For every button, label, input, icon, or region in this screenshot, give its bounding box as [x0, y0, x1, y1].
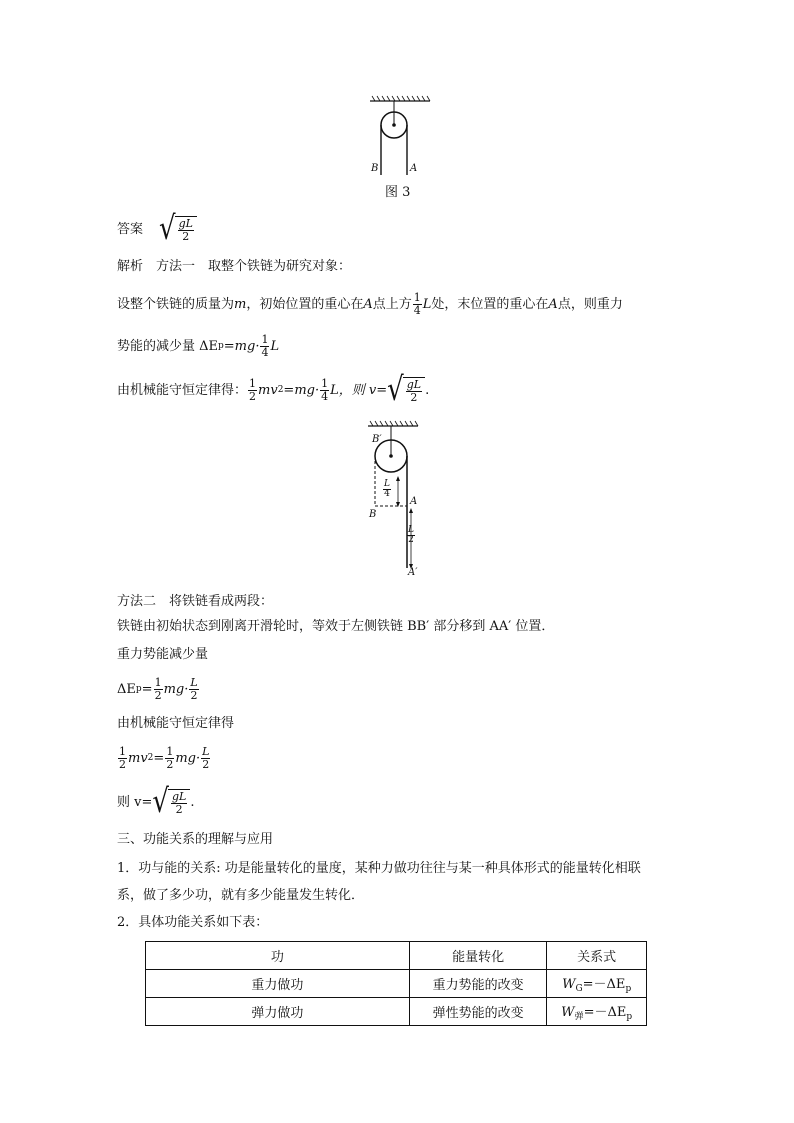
analysis-line-3: 由机械能守恒定律得： $\frac{1}{2}$ mv 2 =mg· $\frac{1}{4}$ L，则 v= √ $\frac{gL}{2}$ .: [117, 371, 430, 409]
work-energy-table: [145, 941, 647, 1026]
ceiling-hatch: [372, 96, 430, 101]
analysis-line-2: 势能的减少量 ΔE p =mg· $\frac{1}{4}$ L: [117, 332, 280, 359]
table-cell-relation: $W_G=-\Delta E_p$: [547, 970, 647, 998]
method-2-line-1: 铁链由初始状态到刚离开滑轮时，等效于左侧铁链 BB′ 部分移到 AA′ 位置．: [117, 619, 555, 634]
analysis-line-1: 设整个铁链的质量为 m ，初始位置的重心在 A 点上方 $\frac{1}{4}$ L 处，末位置的重心在 A 点，则重力: [117, 290, 623, 317]
analysis-heading: 解析 方法一 取整个铁链为研究对象：: [117, 259, 352, 274]
pulley-axle: [392, 123, 396, 127]
table-row: [146, 998, 647, 1026]
method-2-line-3: 由机械能守恒定律得: [117, 716, 235, 731]
label-l-over-4: $\frac{L}{4}$: [384, 479, 390, 500]
method-2-equation-1: ΔE p = $\frac{1}{2}$ mg· $\frac{L}{2}$: [117, 675, 198, 702]
label-b-2: B: [369, 509, 377, 520]
table-header-work: 功: [146, 942, 410, 970]
method-2-equation-3: 则 v= √ $\frac{gL}{2}$ .: [117, 783, 195, 821]
table-cell-energy: 重力势能的改变: [409, 970, 546, 998]
table-row: [146, 970, 647, 998]
table-cell-energy: 弹性势能的改变: [409, 998, 546, 1026]
table-cell-relation: $W_弹=-\Delta E_p$: [547, 998, 647, 1026]
figure-3-label-b: B: [371, 163, 379, 174]
figure-3-caption: 图 3: [385, 185, 411, 200]
section-3-item-1-line-2: 系，做了多少功，就有多少能量发生转化．: [117, 888, 365, 903]
section-3-heading: 三、功能关系的理解与应用: [117, 832, 274, 847]
label-l-over-2: $\frac{L}{2}$: [408, 525, 414, 546]
method-2-equation-2: $\frac{1}{2}$ mv 2 = $\frac{1}{2}$ mg· $\frac{L}{2}$: [119, 744, 210, 771]
answer-sqrt: √ $\frac{gL}{2}$: [159, 216, 197, 242]
method-2-heading: 方法二 将铁链看成两段：: [117, 594, 274, 609]
label-b-prime: B′: [372, 434, 382, 445]
figure-3-label-a: A: [410, 163, 418, 174]
answer-line: [117, 211, 197, 247]
table-header-row: [146, 942, 647, 970]
method-2-line-2: 重力势能减少量: [117, 647, 209, 662]
label-a-2: A: [410, 496, 418, 507]
answer-label: 答案: [117, 221, 144, 237]
table-header-energy: 能量转化: [409, 942, 546, 970]
table-cell-work: 重力做功: [146, 970, 410, 998]
label-a-prime: A′: [408, 567, 418, 578]
table-cell-work: 弹力做功: [146, 998, 410, 1026]
table-header-relation: 关系式: [547, 942, 647, 970]
section-3-item-2: 2．具体功能关系如下表：: [117, 915, 269, 930]
section-3-item-1-line-1: 1．功与能的关系: 功是能量转化的量度，某种力做功往往与某一种具体形式的能量转化相联: [117, 861, 641, 876]
